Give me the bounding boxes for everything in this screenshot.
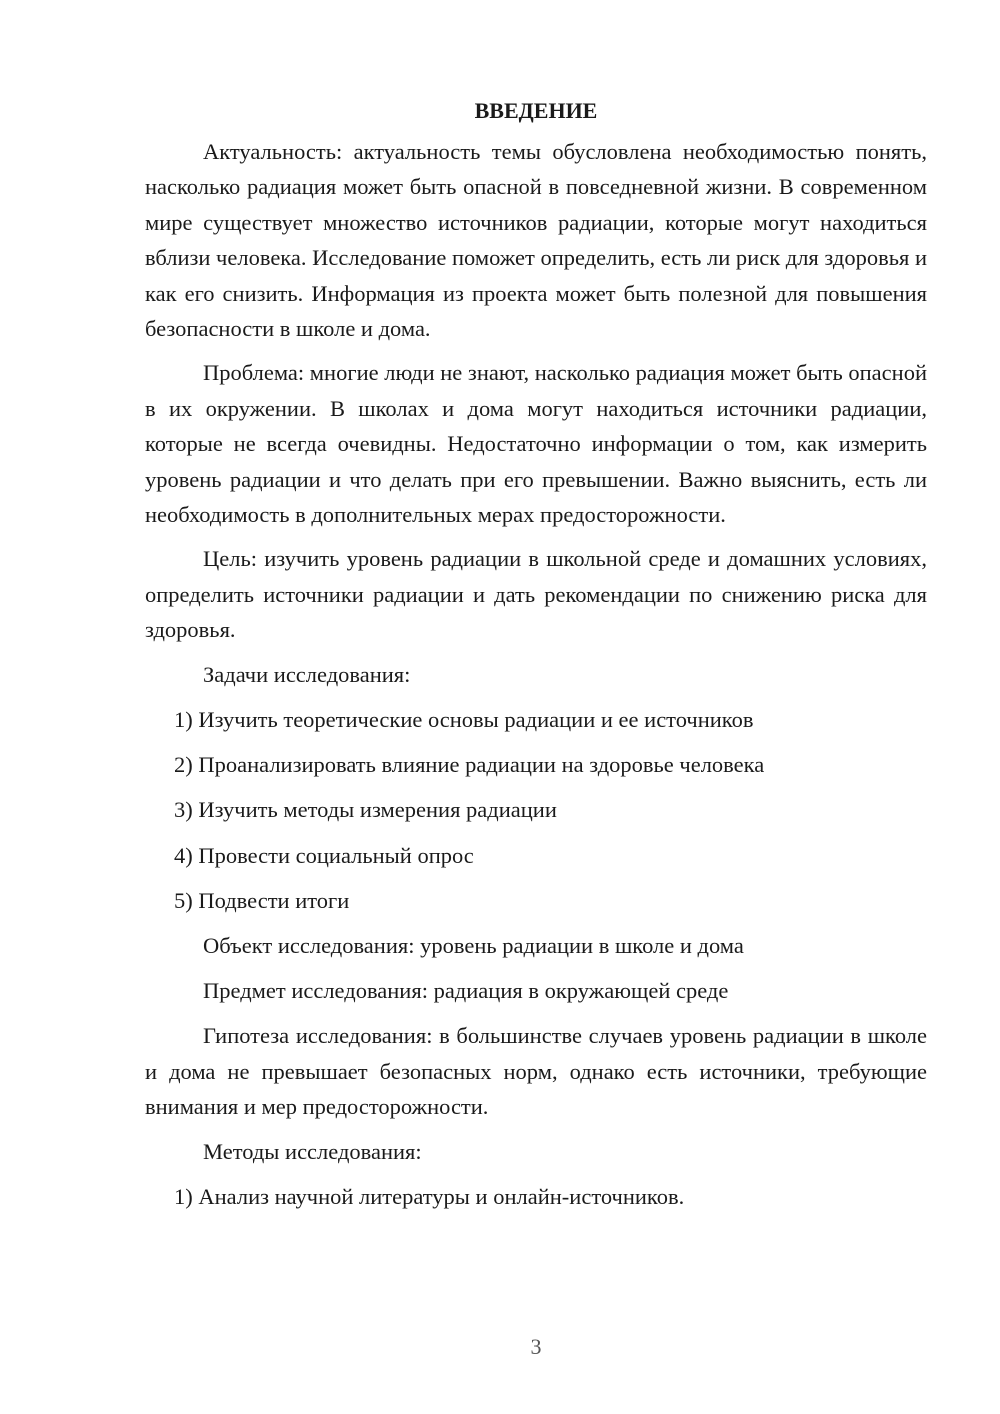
task-item: 4) Провести социальный опрос [174,842,474,868]
goal-paragraph: Цель: изучить уровень радиации в школьной среде и домашних условиях, определить источники радиации и дать рекомендации по снижению риска для здоровья. [145,546,927,643]
problem-paragraph: Проблема: многие люди не знают, насколько радиация может быть опасной в их окружении. В школах и дома могут находиться источники радиации, которые не всегда очевидны. Недостаточно информации о том, как измерить уровень радиации и что делать при его превышении. Важно выяснить, есть ли необходимость в дополнительных мерах предосторожности. [145,360,927,528]
task-item: 1) Изучить теоретические основы радиации и ее источников [174,706,754,732]
subject-line: Предмет исследования: радиация в окружающей среде [203,978,729,1004]
document-page [145,96,927,1224]
hypothesis-paragraph: Гипотеза исследования: в большинстве случаев уровень радиации в школе и дома не превышает безопасных норм, однако есть источники, требующие внимания и мер предосторожности. [145,1023,927,1120]
task-item: 3) Изучить методы измерения радиации [174,797,557,823]
object-line: Объект исследования: уровень радиации в школе и дома [203,932,744,958]
task-item: 5) Подвести итоги [174,887,350,913]
page-number: 3 [530,1334,542,1359]
relevance-paragraph: Актуальность: актуальность темы обусловлена необходимостью понять, насколько радиация может быть опасной в повседневной жизни. В современном мире существует множество источников радиации, которые могут находиться вблизи человека. Исследование поможет определить, есть ли риск для здоровья и как его снизить. Информация из проекта может быть полезной для повышения безопасности в школе и дома. [145,139,927,342]
tasks-heading: Задачи исследования: [203,661,411,687]
task-item: 2) Проанализировать влияние радиации на здоровье человека [174,752,765,778]
page-title: ВВЕДЕНИЕ [474,98,598,123]
methods-heading: Методы исследования: [203,1138,422,1164]
method-item: 1) Анализ научной литературы и онлайн-источников. [174,1183,685,1209]
